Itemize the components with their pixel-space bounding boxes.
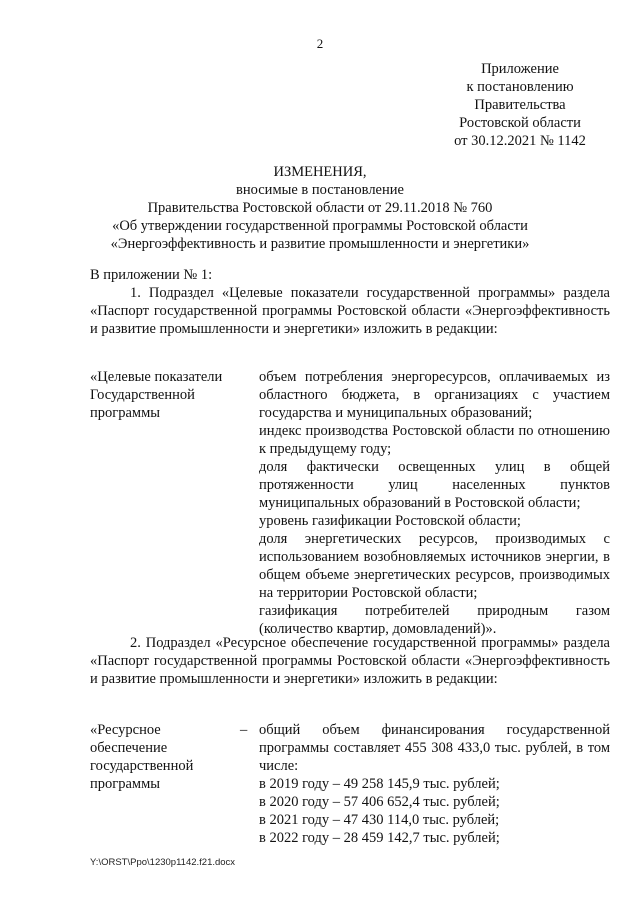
section2-funding bbox=[259, 721, 610, 847]
indicator-item: объем потребления энергоресурсов, оплачиваемых из областного бюджета, в организациях с участием государства и муниципальных образований; bbox=[259, 369, 610, 421]
indicator-item: доля энергетических ресурсов, производимых с использованием возобновляемых источников энергии, в общем объеме энергетических ресурсов, производимых на территории Ростовской области; bbox=[259, 531, 610, 601]
appendix-block bbox=[440, 60, 600, 150]
page-number: 2 bbox=[316, 36, 324, 51]
section2-paragraph: 2. Подраздел «Ресурсное обеспечение государственной программы» раздела «Паспорт государственной программы Ростовской области «Энергоэффективность и развитие промышленности и энергетики» изложить в редакции: bbox=[90, 635, 610, 687]
appendix-line: Приложение bbox=[481, 61, 559, 77]
funding-item: в 2019 году – 49 258 145,9 тыс. рублей; bbox=[259, 776, 500, 792]
label-line: программы bbox=[90, 405, 160, 421]
section1-label bbox=[90, 368, 250, 422]
label-line: программы bbox=[90, 776, 160, 792]
title-line: Правительства Ростовской области от 29.11.2018 № 760 bbox=[147, 200, 493, 216]
label-line: обеспечение bbox=[90, 740, 168, 756]
section2-label bbox=[90, 721, 250, 793]
indicator-item: уровень газификации Ростовской области; bbox=[259, 513, 521, 529]
appendix-line: к постановлению bbox=[466, 79, 574, 95]
indicator-item: доля фактически освещенных улиц в общей протяженности улиц населенных пунктов муниципальных образований в Ростовской области; bbox=[259, 459, 610, 511]
label-line: «Ресурсное bbox=[90, 722, 161, 738]
funding-item: в 2022 году – 28 459 142,7 тыс. рублей; bbox=[259, 830, 500, 846]
indicator-item: индекс производства Ростовской области по отношению к предыдущему году; bbox=[259, 423, 610, 457]
funding-item: в 2020 году – 57 406 652,4 тыс. рублей; bbox=[259, 794, 500, 810]
funding-item: общий объем финансирования государственной программы составляет 455 308 433,0 тыс. рублей, в том числе: bbox=[259, 722, 610, 774]
title-line: «Об утверждении государственной программы Ростовской области bbox=[112, 218, 528, 234]
title-line: вносимые в постановление bbox=[236, 182, 404, 198]
intro-line: В приложении № 1: bbox=[90, 267, 213, 283]
document-title bbox=[90, 163, 550, 253]
section1-paragraph: 1. Подраздел «Целевые показатели государственной программы» раздела «Паспорт государственной программы Ростовской области «Энергоэффективность и развитие промышленности и энергетики» изложить в редакции: bbox=[90, 285, 610, 337]
label-line: Государственной bbox=[90, 387, 195, 403]
section2-dash: – bbox=[240, 722, 248, 738]
indicator-item: газификация потребителей природным газом (количество квартир, домовладений)». bbox=[259, 603, 610, 637]
appendix-line: Правительства bbox=[474, 97, 566, 113]
label-line: «Целевые показатели bbox=[90, 369, 223, 385]
section1-indicators bbox=[259, 368, 610, 638]
title-line: ИЗМЕНЕНИЯ, bbox=[273, 164, 367, 180]
file-path-footer: Y:\ORST\Ppo\1230p1142.f21.docx bbox=[90, 857, 236, 868]
appendix-line: Ростовской области bbox=[459, 115, 581, 131]
title-line: «Энергоэффективность и развитие промышленности и энергетики» bbox=[110, 236, 530, 252]
funding-item: в 2021 году – 47 430 114,0 тыс. рублей; bbox=[259, 812, 500, 828]
label-line: государственной bbox=[90, 758, 194, 774]
appendix-line: от 30.12.2021 № 1142 bbox=[454, 133, 586, 149]
